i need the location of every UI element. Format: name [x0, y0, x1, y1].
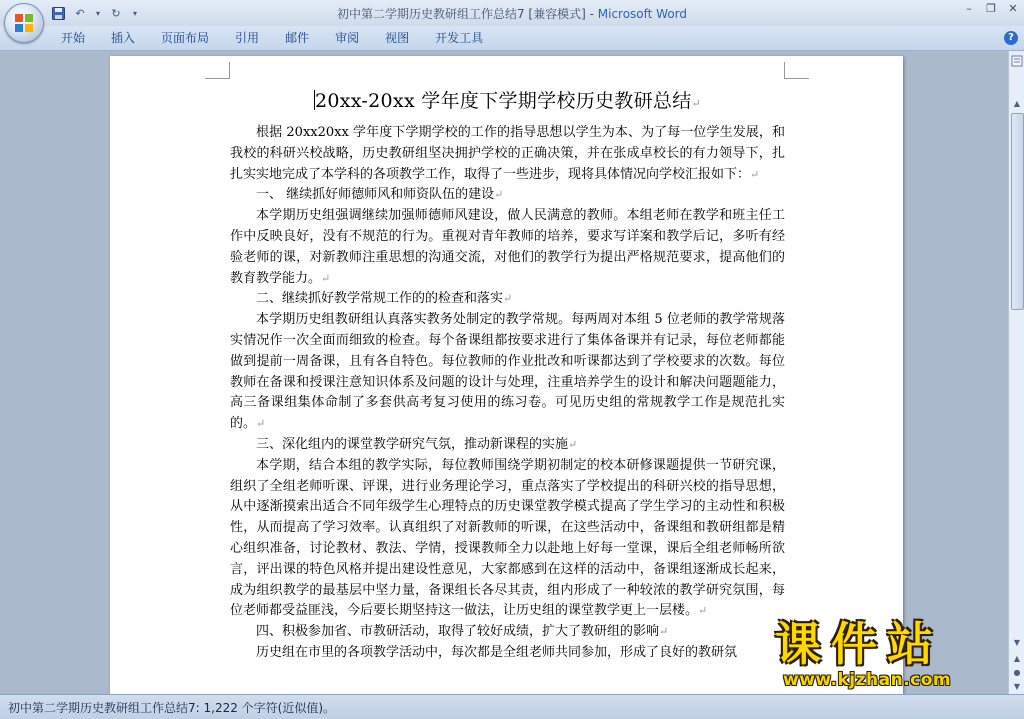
crop-mark: [205, 62, 230, 79]
paragraph[interactable]: [230, 456, 785, 622]
restore-button[interactable]: ❐: [986, 2, 996, 15]
vertical-scrollbar[interactable]: [1008, 51, 1024, 694]
tab-references[interactable]: 引用: [235, 31, 260, 45]
tab-home[interactable]: 开始: [61, 31, 86, 45]
paragraph-mark-icon: ↵: [321, 271, 331, 285]
heading-text: 一、 继续抓好师德师风和师资队伍的建设: [256, 187, 495, 203]
minimize-button[interactable]: –: [966, 2, 972, 15]
office-logo-icon: [14, 13, 34, 33]
ruler-toggle-button[interactable]: [1010, 55, 1024, 69]
arrow-down-icon: ▼: [1013, 638, 1021, 647]
paragraph[interactable]: [230, 643, 785, 664]
section-heading[interactable]: [230, 435, 785, 456]
chevron-down-icon: ▾: [95, 8, 100, 18]
document-body[interactable]: [230, 86, 785, 664]
scroll-up-button[interactable]: [1010, 97, 1024, 111]
paragraph-mark-icon: ↵: [494, 188, 504, 202]
document-name: 初中第二学期历史教研组工作总结7 [兼容模式] -: [336, 7, 598, 21]
close-button[interactable]: ✕: [1008, 2, 1018, 15]
tab-list: [48, 26, 496, 50]
redo-icon: ↻: [111, 6, 121, 20]
help-icon: ?: [1008, 32, 1014, 43]
paragraph-text: 根据 20xx20xx 学年度下学期学校的工作的指导思想以学生为本、为了每一位学生发展，和我校的科研兴校战略，历史教研组坚决拥护学校的正确决策，并在张成卓校长的有力领导下，扎扎实实地完成了本学科的各项教学工作，取得了一些进步，现将具体情况向学校汇报如下：: [230, 125, 785, 182]
document-title[interactable]: [230, 86, 785, 113]
section-heading[interactable]: [230, 185, 785, 206]
arrow-up-icon: ▲: [1013, 99, 1021, 108]
paragraph-mark-icon: ↵: [568, 437, 578, 451]
crop-mark: [784, 62, 809, 79]
ribbon-tabs: [0, 26, 1024, 51]
window-title: [0, 5, 1024, 22]
paragraph-mark-icon: ↵: [659, 625, 669, 639]
document-workspace[interactable]: [0, 51, 1008, 694]
paragraph-mark-icon: ↵: [750, 167, 760, 181]
heading-text: 四、积极参加省、市教研活动，取得了较好成绩，扩大了教研组的影响: [256, 624, 660, 640]
paragraph[interactable]: [230, 310, 785, 435]
chevron-down-icon: ▾: [132, 8, 137, 18]
tab-view[interactable]: 视图: [385, 31, 410, 45]
watermark-main: 课件站: [775, 617, 943, 671]
office-button[interactable]: [4, 3, 44, 43]
tab-developer[interactable]: 开发工具: [435, 31, 484, 45]
paragraph-mark-icon: ↵: [691, 97, 702, 110]
paragraph-mark-icon: ↵: [256, 417, 266, 431]
document-page[interactable]: [110, 56, 903, 694]
tab-page-layout[interactable]: 页面布局: [161, 31, 210, 45]
paragraph[interactable]: [230, 206, 785, 289]
tab-insert[interactable]: 插入: [111, 31, 136, 45]
paragraph-text: 本学期历史组强调继续加强师德师风建设，做人民满意的教师。本组老师在教学和班主任工作中反映良好，没有不规范的行为。重视对青年教师的培养，要求写详案和教学后记，多听有经验老师的课，对新教师注重思想的沟通交流，对他们的教学行为提出严格规范要求，提高他们的教育教学能力。: [230, 208, 785, 286]
paragraph-text: 历史组在市里的各项教学活动中，每次都是全组老师共同参加，形成了良好的教研氛: [256, 644, 738, 660]
ruler-icon: [1011, 55, 1023, 67]
site-watermark: [775, 618, 1015, 692]
window-controls: [962, 2, 1020, 16]
status-bar: [0, 694, 1024, 719]
tab-review[interactable]: 审阅: [335, 31, 360, 45]
watermark-url: www.kjzhan.com: [783, 670, 952, 690]
paragraph-text: 本学期历史组教研组认真落实教务处制定的教学常规。每两周对本组 5 位老师的教学常规落实情况作一次全面而细致的检查。每个备课组都按要求进行了集体备课并有记录，每位老师都能做到提前一周备课，且有各自特色。每位教师的作业批改和听课都达到了学校要求的次数。每位教师在备课和授课注意知识体系及问题的设计与处理，注重培养学生的设计和解决问题题能力，高三备课组集体命制了多套供高考复习使用的练习卷。可见历史组的常规教学工作是规范扎实的。: [230, 312, 785, 432]
section-heading[interactable]: [230, 289, 785, 310]
app-name: Microsoft Word: [597, 7, 688, 21]
document-title-text: 20xx-20xx 学年度下学期学校历史教研总结: [314, 90, 692, 112]
paragraph-text: 本学期，结合本组的教学实际，每位教师围绕学期初制定的校本研修课题提供一节研究课，组织了全组老师听课、评课，进行业务理论学习，重点落实了学校提出的科研兴校的指导思想，从中逐渐摸索出适合不同年级学生心理特点的历史课堂教学模式提高了学生学习的主动性和积极性，从而提高了学习效率。认真组织了对新教师的听课，在这些活动中，备课组和教研组都是精心组织准备，讨论教材、教法、学情，授课教师全力以赴地上好每一堂课，课后全组老师畅所欲言，评出课的特色风格并提出建设性意见，大家都感到在这样的活动中，备课组逐渐成长起来，成为组织教学的最基层中坚力量，备课组长各尽其责，组内形成了一种较浓的教学研究氛围，每位老师都受益匪浅，今后要长期坚持这一做法，让历史组的课堂教学更上一层楼。: [230, 457, 785, 619]
tab-mailings[interactable]: 邮件: [285, 31, 310, 45]
title-bar: [0, 0, 1024, 26]
circle-icon: ●: [1013, 668, 1021, 677]
paragraph-mark-icon: ↵: [698, 604, 708, 618]
double-arrow-up-icon: ▲: [1013, 654, 1021, 663]
status-text: 初中第二学期历史教研组工作总结7: 1,222 个字符(近似值)。: [8, 701, 336, 715]
double-arrow-down-icon: ▼: [1013, 682, 1021, 691]
heading-text: 三、深化组内的课堂教学研究气氛，推动新课程的实施: [256, 436, 569, 452]
heading-text: 二、继续抓好教学常规工作的的检查和落实: [256, 291, 504, 307]
scrollbar-thumb[interactable]: [1011, 113, 1024, 310]
help-button[interactable]: [1004, 31, 1018, 45]
paragraph[interactable]: [230, 123, 785, 185]
paragraph-mark-icon: ↵: [503, 292, 513, 306]
undo-icon: ↶: [75, 6, 85, 20]
section-heading[interactable]: [230, 622, 785, 643]
